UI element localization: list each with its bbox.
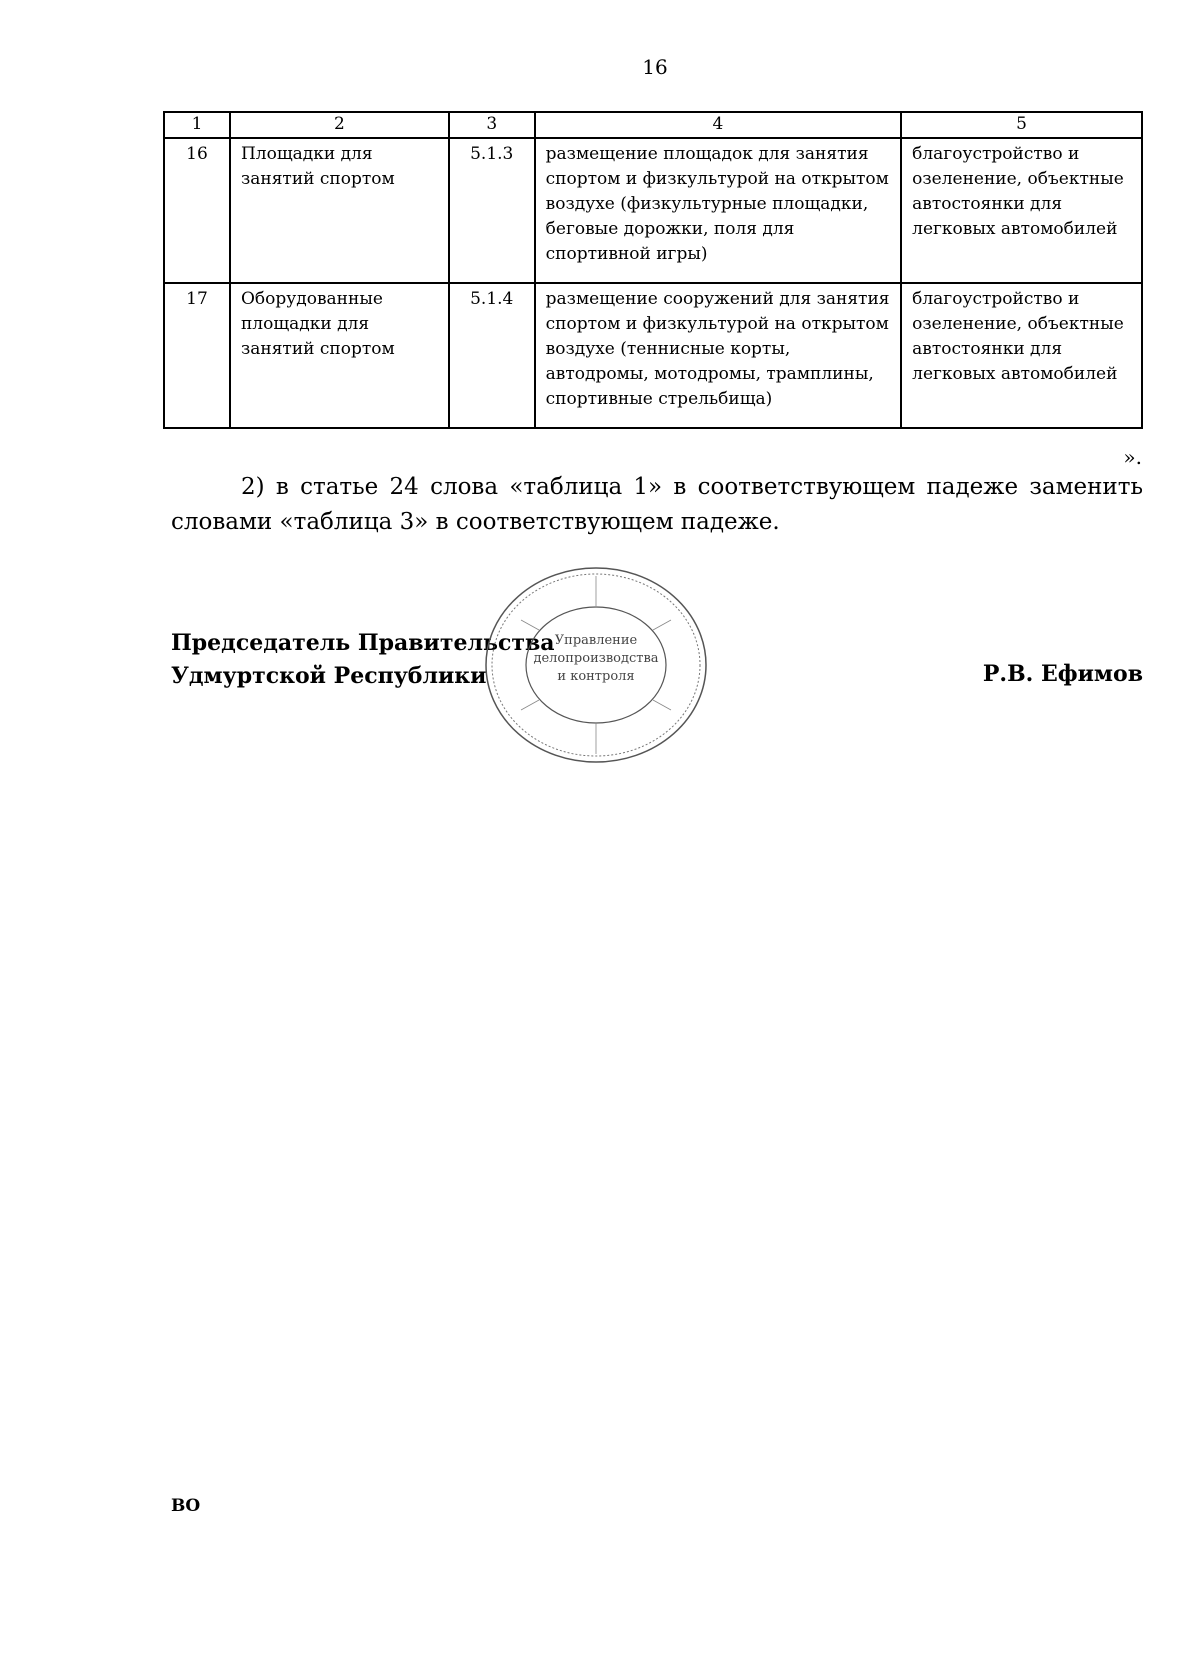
- land-use-table: [163, 111, 1143, 429]
- allowed-uses: благоустройство и озеленение, объектные автостоянки для легковых автомобилей: [901, 138, 1142, 283]
- stamp-text: Управление: [554, 633, 638, 648]
- use-description: размещение площадок для занятия спортом и физкультурой на открытом воздухе (физкультурные площадки, беговые дорожки, поля для спортивной игры): [535, 138, 901, 283]
- use-type-name: Оборудованные площадки для занятий спортом: [230, 283, 449, 428]
- official-stamp: [481, 560, 711, 770]
- table-header-cell: 2: [230, 112, 449, 138]
- row-number: 16: [164, 138, 230, 283]
- use-code: 5.1.3: [449, 138, 535, 283]
- footer-code: ВО: [171, 1496, 201, 1516]
- use-code: 5.1.4: [449, 283, 535, 428]
- table-row: [164, 138, 1142, 283]
- signature-name: Р.В. Ефимов: [982, 661, 1143, 687]
- table-row: [164, 283, 1142, 428]
- stamp-text: делопроизводства: [533, 651, 659, 666]
- page-number: 16: [642, 55, 668, 79]
- stamp-text: и контроля: [557, 669, 635, 684]
- table-header-cell: 4: [535, 112, 901, 138]
- table-header-cell: 1: [164, 112, 230, 138]
- use-type-name: Площадки для занятий спортом: [230, 138, 449, 283]
- table-header-cell: 3: [449, 112, 535, 138]
- amendment-paragraph: 2) в статье 24 слова «таблица 1» в соответствующем падеже заменить словами «таблица 3» в соответствующем падеже.: [171, 474, 1143, 535]
- closing-quote: ».: [1123, 445, 1142, 469]
- signature-title-line: Удмуртской Республики: [171, 663, 487, 689]
- signature-title-line: Председатель Правительства: [171, 630, 555, 656]
- use-description: размещение сооружений для занятия спортом и физкультурой на открытом воздухе (теннисные корты, автодромы, мотодромы, трамплины, спортивные стрельбища): [535, 283, 901, 428]
- table-header-cell: 5: [901, 112, 1142, 138]
- row-number: 17: [164, 283, 230, 428]
- allowed-uses: благоустройство и озеленение, объектные автостоянки для легковых автомобилей: [901, 283, 1142, 428]
- table-header-row: [164, 112, 1142, 138]
